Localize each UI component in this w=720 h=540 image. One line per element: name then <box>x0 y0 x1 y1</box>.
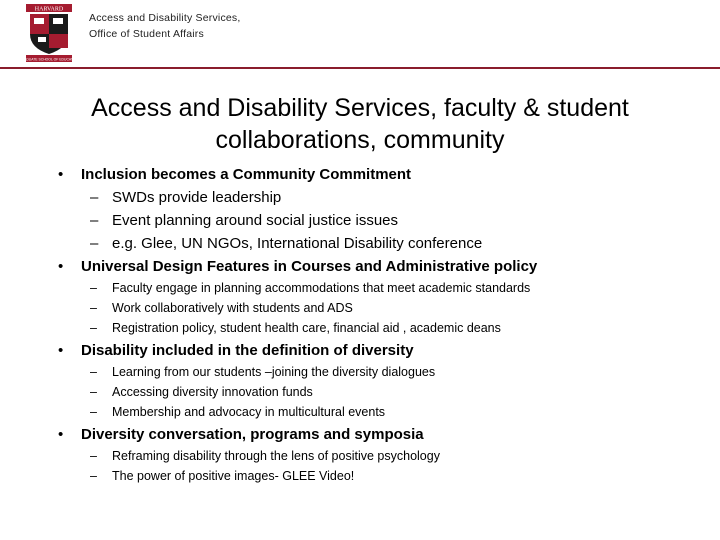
sub-item-text: Registration policy, student health care, financial aid , academic deans <box>112 321 501 335</box>
sub-item-text: The power of positive images- GLEE Video! <box>112 469 355 483</box>
dash-glyph: – <box>90 212 99 229</box>
sub-item-text: Faculty engage in planning accommodations that meet academic standards <box>112 281 531 295</box>
dash-glyph: – <box>90 281 97 295</box>
dash-glyph: – <box>90 405 97 419</box>
bullet-glyph: • <box>58 342 64 359</box>
bullet-item <box>58 166 412 183</box>
dash-glyph: – <box>90 235 99 252</box>
sub-item-text: Event planning around social justice issues <box>112 212 399 229</box>
sub-item-text: SWDs provide leadership <box>112 189 282 206</box>
dash-glyph: – <box>90 321 97 335</box>
dash-glyph: – <box>90 385 97 399</box>
sub-item-text: Membership and advocacy in multicultural events <box>112 405 386 419</box>
sub-item-text: Reframing disability through the lens of positive psychology <box>112 449 440 463</box>
bullet-glyph: • <box>58 426 64 443</box>
sub-item <box>90 385 313 399</box>
bullet-glyph: • <box>58 166 64 183</box>
sub-item <box>90 189 282 206</box>
bullet-item <box>58 426 424 443</box>
org-name-line2: Office of Student Affairs <box>89 28 204 40</box>
sub-item <box>90 469 355 483</box>
sub-item-text: Learning from our students –joining the diversity dialogues <box>112 365 436 379</box>
sub-item <box>90 449 440 463</box>
bullet-item <box>58 342 414 359</box>
sub-item-text: e.g. Glee, UN NGOs, International Disability conference <box>112 235 483 252</box>
bullet-glyph: • <box>58 258 64 275</box>
sub-item <box>90 235 483 252</box>
sub-item <box>90 365 436 379</box>
sub-item <box>90 301 353 315</box>
slide-title-line2: collaborations, community <box>215 126 505 154</box>
sub-item-text: Accessing diversity innovation funds <box>112 385 313 399</box>
bullet-item <box>58 258 538 275</box>
bullet-text: Universal Design Features in Courses and Administrative policy <box>81 258 538 275</box>
sub-item <box>90 281 531 295</box>
sub-item <box>90 405 386 419</box>
dash-glyph: – <box>90 301 97 315</box>
org-name-line1: Access and Disability Services, <box>89 12 241 24</box>
sub-item-text: Work collaboratively with students and ADS <box>112 301 353 315</box>
dash-glyph: – <box>90 365 97 379</box>
bullet-text: Disability included in the definition of diversity <box>81 342 414 359</box>
svg-text:HARVARD: HARVARD <box>34 6 64 13</box>
dash-glyph: – <box>90 469 97 483</box>
dash-glyph: – <box>90 449 97 463</box>
bullet-text: Inclusion becomes a Community Commitment <box>81 166 412 183</box>
sub-item <box>90 321 501 335</box>
sub-item <box>90 212 399 229</box>
slide-title-line1: Access and Disability Services, faculty & student <box>91 94 629 122</box>
dash-glyph: – <box>90 189 99 206</box>
svg-text:GRADUATE SCHOOL OF EDUCATION: GRADUATE SCHOOL OF EDUCATION <box>18 57 80 62</box>
bullet-text: Diversity conversation, programs and symposia <box>81 426 424 443</box>
